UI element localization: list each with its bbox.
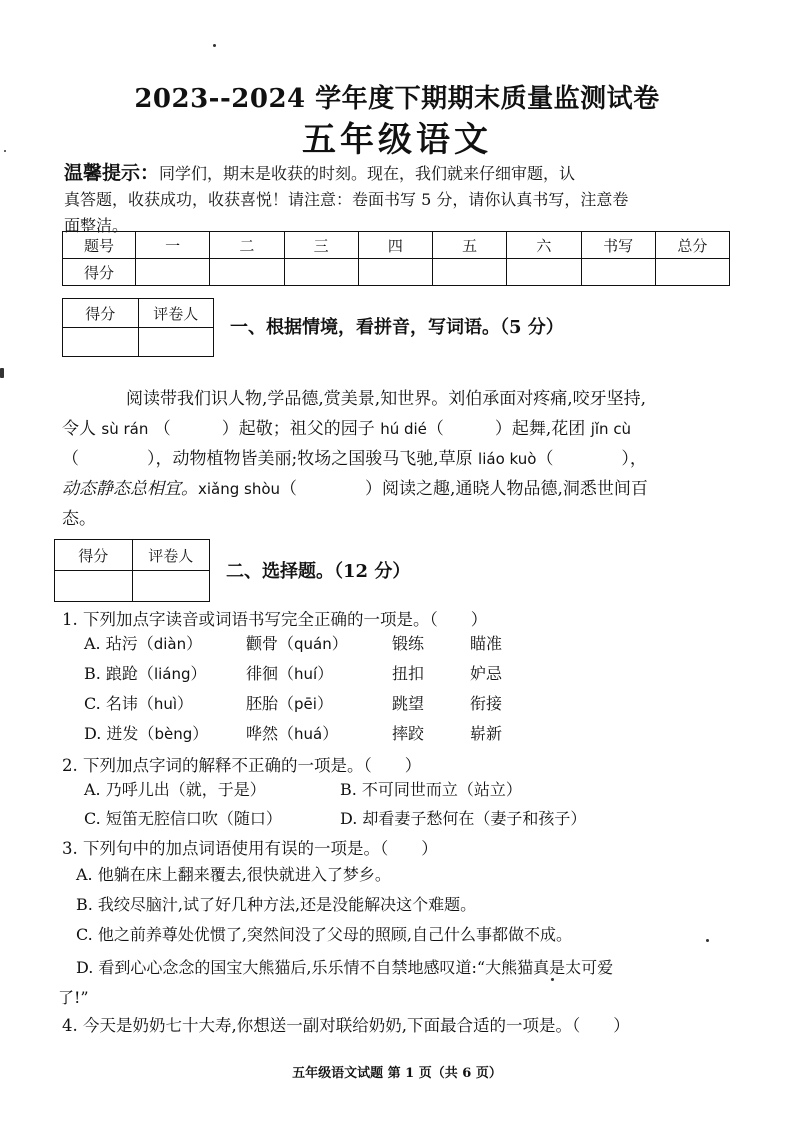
score-header-cell: 四: [358, 232, 432, 259]
score-table-score-row: [63, 259, 730, 286]
score-header-cell: 六: [507, 232, 581, 259]
score-header-cell: 总分: [655, 232, 729, 259]
pinyin-liaokuo: liáo kuò: [478, 450, 537, 468]
q3-option-d-line-1: D. 看到心心念念的国宝大熊猫后,乐乐情不自禁地感叹道:“大熊猫真是太可爱: [76, 958, 614, 977]
scan-speck: [213, 44, 216, 47]
score-table: [62, 231, 730, 286]
score-header-cell: 三: [284, 232, 358, 259]
q1-option-d-pinyin-item: D. 迸发（bèng）: [84, 724, 209, 743]
pinyin-srn: sù rán: [101, 420, 149, 438]
passage-line-2: 令人 sù rán （ ）起敬；祖父的园子 hú dié（ ）起舞,花团 jǐn cù: [62, 419, 632, 439]
page-footer: 五年级语文试题 第 1 页（共 6 页）: [292, 1066, 502, 1081]
passage-line-3: （ ），动物植物皆美丽;牧场之国骏马飞驰,草原 liáo kuò（ ），: [62, 449, 647, 469]
q1-option-b-pinyin-item: 徘徊（huí）: [246, 664, 334, 683]
q3-option-a: A. 他躺在床上翻来覆去,很快就进入了梦乡。: [76, 865, 391, 884]
q1-option-a-pinyin-item: 颧骨（quán）: [246, 634, 348, 653]
grader-reviewer-cell[interactable]: [138, 328, 214, 357]
q1-option-b-pinyin-item: B. 踉跄（liáng）: [84, 664, 207, 683]
q1-option-c-pinyin-item: 胚胎（pēi）: [246, 694, 333, 713]
scan-speck: [706, 939, 709, 942]
q1-option-d-word: 摔跤: [392, 724, 425, 743]
q1-option-d-pinyin-item: 哗然（huá）: [246, 724, 339, 743]
grader-reviewer-cell[interactable]: [132, 571, 210, 602]
q1-option-c-pinyin-item: C. 名讳（huì）: [84, 694, 194, 713]
score-header-cell: 题号: [63, 232, 136, 259]
exam-subject: 五年级语文: [302, 120, 492, 160]
q1-option-b-word: 妒忌: [470, 664, 503, 683]
pinyin-jincu: jǐn cù: [590, 420, 632, 438]
scan-speck: [551, 978, 554, 981]
passage-line-5: 态。: [62, 509, 96, 529]
pinyin-xiangshou: xiǎng shòu: [198, 480, 281, 498]
tip-line-3: 面整洁。: [64, 216, 129, 235]
grader-box-section-1: [62, 298, 214, 357]
question-3-stem: 3. 下列句中的加点词语使用有误的一项是。（ ）: [62, 839, 438, 858]
pinyin-hudie: hú dié: [380, 420, 427, 438]
score-cell[interactable]: [507, 259, 581, 286]
q2-option-b: B. 不可同世而立（站立）: [340, 780, 522, 799]
question-2-stem: 2. 下列加点字词的解释不正确的一项是。（ ）: [62, 756, 422, 775]
score-cell[interactable]: [655, 259, 729, 286]
q2-option-d: D. 却看妻子愁何在（妻子和孩子）: [340, 809, 587, 828]
grader-score-cell[interactable]: [55, 571, 133, 602]
scan-speck: [0, 368, 4, 378]
grader-score-label: 得分: [55, 540, 133, 571]
score-cell[interactable]: [433, 259, 507, 286]
question-4-stem: 4. 今天是奶奶七十大寿,你想送一副对联给奶奶,下面最合适的一项是。（ ）: [62, 1016, 630, 1035]
tip-line-2: 真答题，收获成功，收获喜悦！请注意：卷面书写 5 分，请你认真书写，注意卷: [64, 190, 629, 209]
grader-reviewer-label: 评卷人: [132, 540, 210, 571]
q1-option-a-word: 锻练: [392, 634, 425, 653]
score-cell[interactable]: [136, 259, 210, 286]
tip-block: [64, 160, 744, 239]
score-header-cell: 二: [210, 232, 284, 259]
q1-option-c-word: 衔接: [470, 694, 503, 713]
grader-reviewer-label: 评卷人: [138, 299, 214, 328]
q3-option-d-line-2: 了!”: [58, 988, 89, 1007]
score-cell[interactable]: [358, 259, 432, 286]
tip-label: 温馨提示：: [64, 162, 160, 184]
scan-speck: [4, 150, 6, 152]
q1-option-a-word: 瞄准: [470, 634, 503, 653]
score-cell[interactable]: [581, 259, 655, 286]
q3-option-c: C. 他之前养尊处优惯了,突然间没了父母的照顾,自己什么事都做不成。: [76, 925, 573, 944]
q1-option-a-pinyin-item: A. 玷污（diàn）: [84, 634, 203, 653]
section-2-heading: 二、选择题。（12 分）: [226, 561, 411, 582]
q1-option-d-word: 崭新: [470, 724, 503, 743]
passage-line-1: 阅读带我们识人物,学品德,赏美景,知世界。刘伯承面对疼痛,咬牙坚持,: [126, 389, 647, 409]
score-cell[interactable]: [210, 259, 284, 286]
q1-option-b-word: 扭扣: [392, 664, 425, 683]
passage-line-4: 动态静态总相宜。xiǎng shòu（ ）阅读之趣,通晓人物品德,洞悉世间百: [62, 479, 648, 499]
score-header-cell: 书写: [581, 232, 655, 259]
section-1-heading: 一、根据情境，看拼音，写词语。（5 分）: [230, 317, 564, 338]
question-1-stem: 1. 下列加点字读音或词语书写完全正确的一项是。（ ）: [62, 610, 488, 629]
score-row-label: 得分: [63, 259, 136, 286]
grader-box-section-2: [54, 539, 210, 602]
section-1-passage: [62, 384, 738, 534]
q2-option-a: A. 乃呼儿出（就，于是）: [84, 780, 266, 799]
exam-title: 2023--2024 学年度下期期末质量监测试卷: [134, 84, 660, 114]
score-cell[interactable]: [284, 259, 358, 286]
grader-score-cell[interactable]: [63, 328, 139, 357]
q1-option-c-word: 跳望: [392, 694, 425, 713]
q3-option-b: B. 我绞尽脑汁,试了好几种方法,还是没能解决这个难题。: [76, 895, 477, 914]
grader-score-label: 得分: [63, 299, 139, 328]
score-table-header-row: [63, 232, 730, 259]
tip-line-1: 同学们，期末是收获的时刻。现在，我们就来仔细审题，认: [159, 164, 576, 183]
q2-option-c: C. 短笛无腔信口吹（随口）: [84, 809, 282, 828]
score-header-cell: 五: [433, 232, 507, 259]
score-header-cell: 一: [136, 232, 210, 259]
